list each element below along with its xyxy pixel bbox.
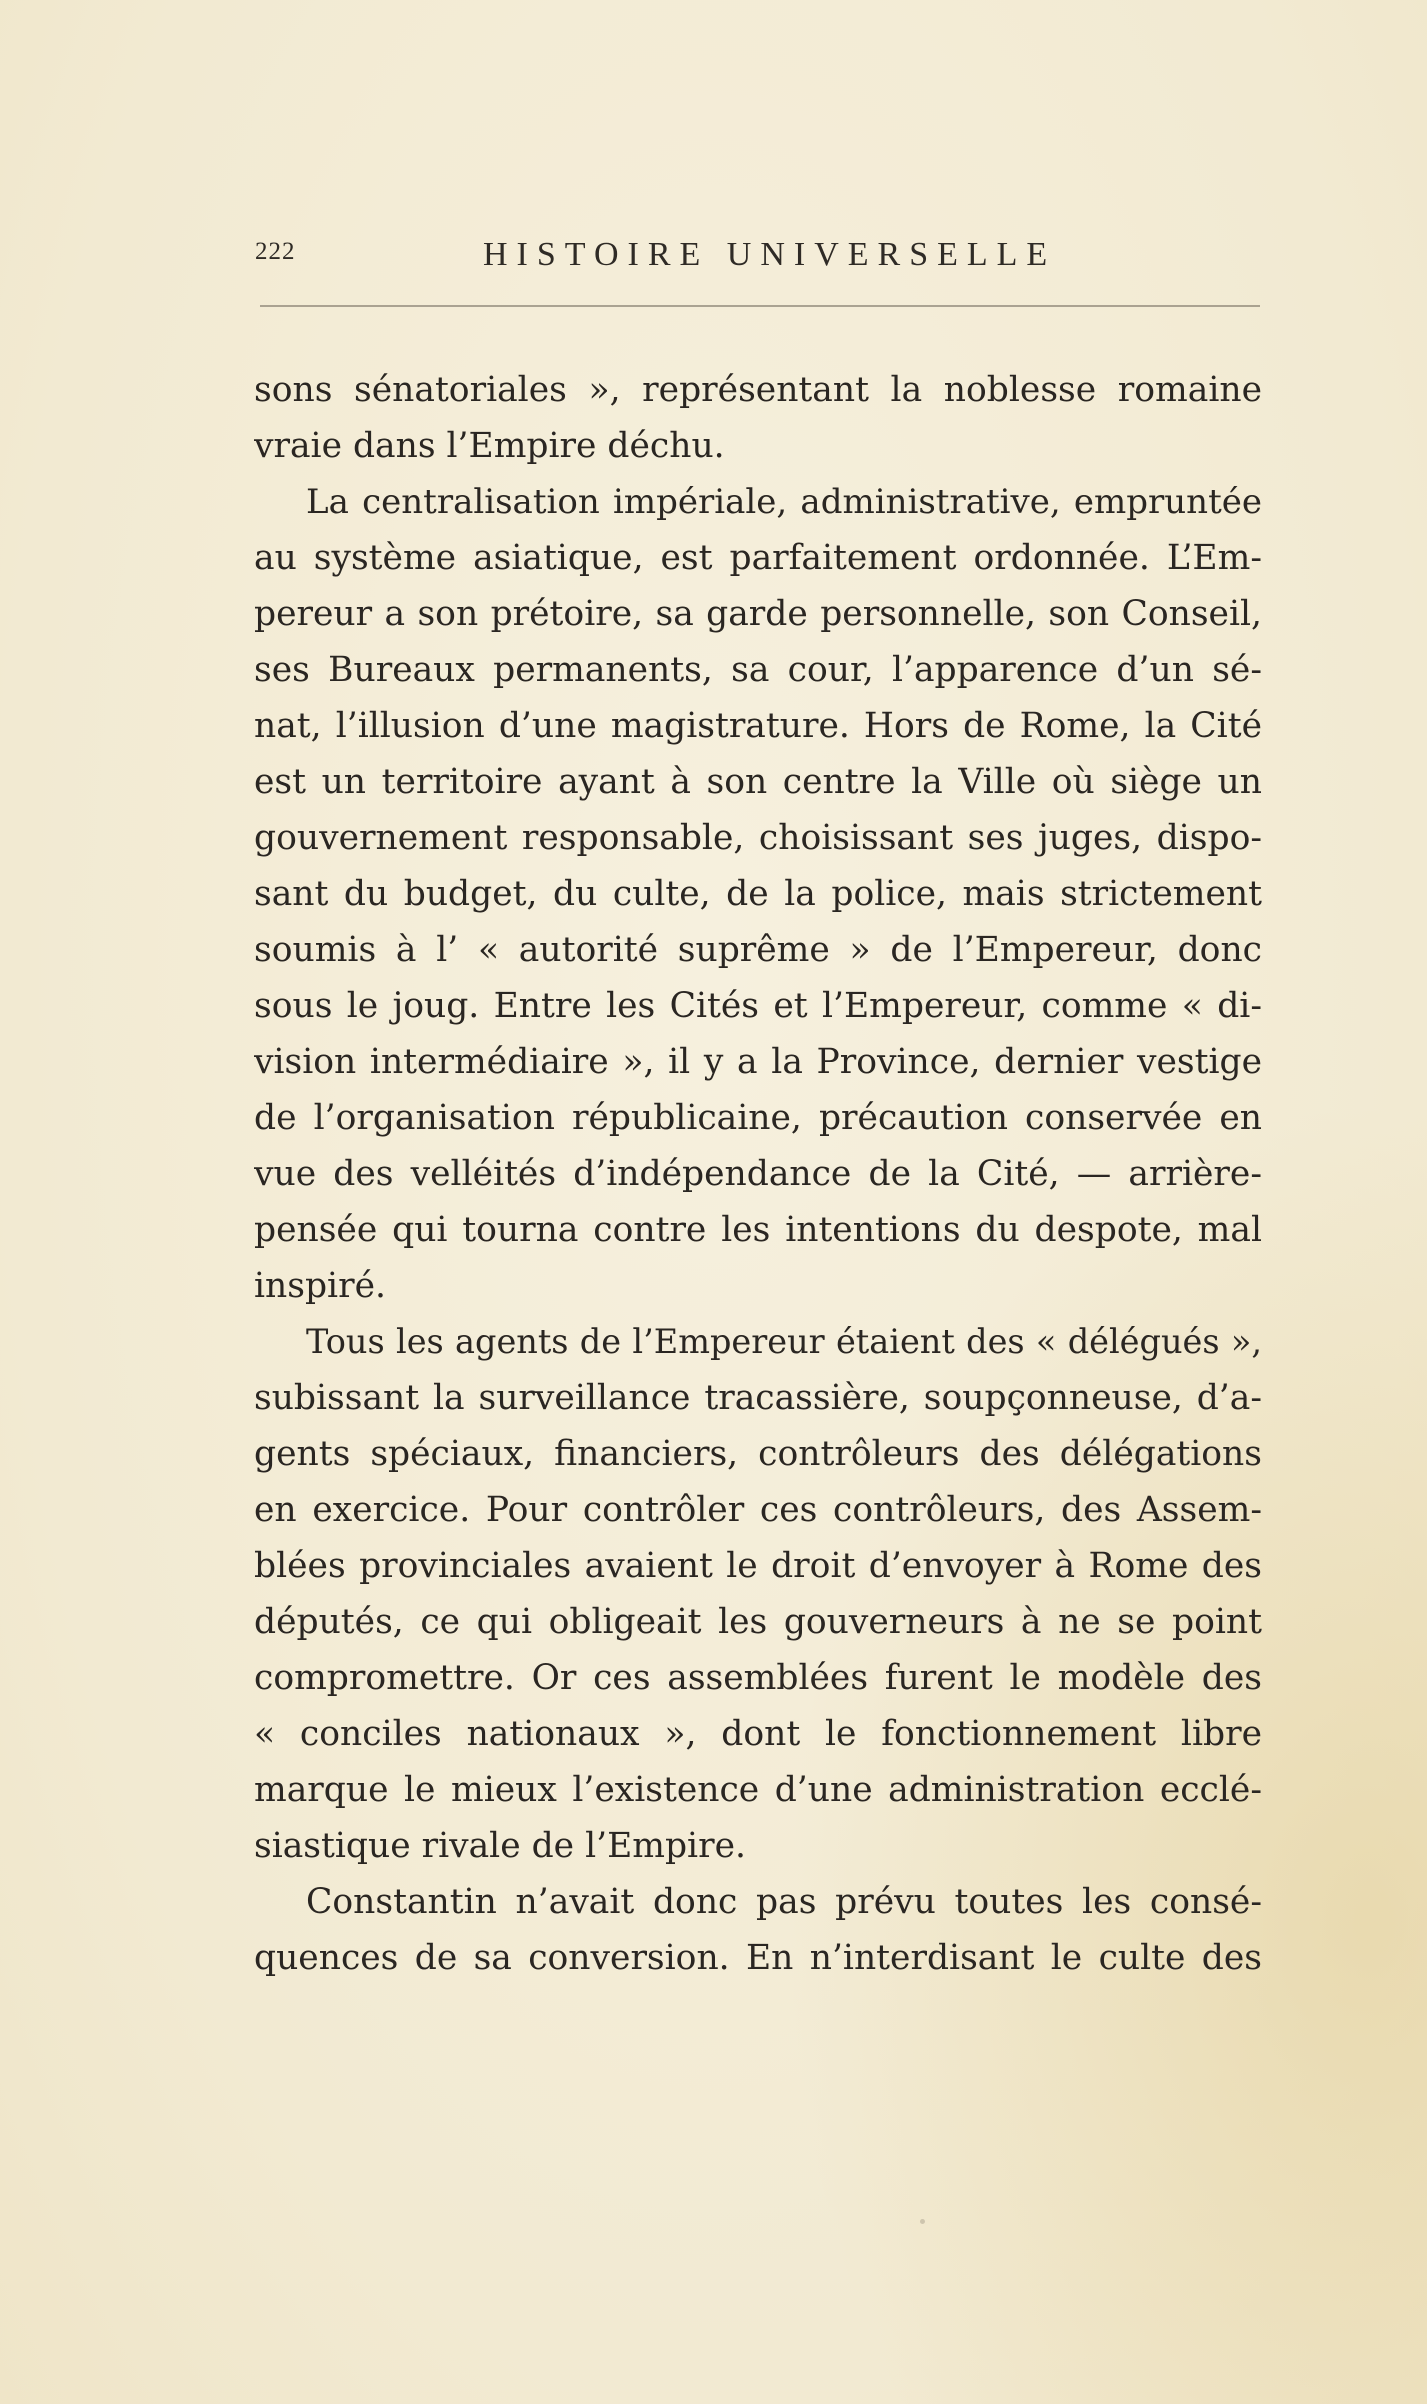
text-line: vraie dans l’Empire déchu. xyxy=(254,426,725,466)
text-line: compromettre. Or ces assemblées furent le modèle des xyxy=(254,1658,1262,1698)
text-line: députés, ce qui obligeait les gouverneurs à ne se point xyxy=(254,1602,1262,1642)
text-line: inspiré. xyxy=(254,1266,386,1306)
text-line: siastique rivale de l’Empire. xyxy=(254,1826,746,1866)
text-line: « conciles nationaux », dont le fonctionnement libre xyxy=(254,1714,1262,1754)
text-line: nat, l’illusion d’une magistrature. Hors de Rome, la Cité xyxy=(254,706,1262,746)
paper-speck xyxy=(920,2219,925,2224)
text-line: est un territoire ayant à son centre la Ville où siège un xyxy=(254,762,1262,802)
running-title: HISTOIRE UNIVERSELLE xyxy=(483,236,1057,273)
text-line: de l’organisation républicaine, précaution conservée en xyxy=(254,1098,1262,1138)
text-line: Constantin n’avait donc pas prévu toutes les consé- xyxy=(306,1882,1262,1922)
text-line: blées provinciales avaient le droit d’envoyer à Rome des xyxy=(254,1546,1262,1586)
header-rule xyxy=(260,305,1260,307)
text-line: quences de sa conversion. En n’interdisant le culte des xyxy=(254,1938,1262,1978)
page-number: 222 xyxy=(255,238,296,265)
text-line: subissant la surveillance tracassière, soupçonneuse, d’a- xyxy=(254,1378,1262,1418)
text-line: en exercice. Pour contrôler ces contrôleurs, des Assem- xyxy=(254,1490,1262,1530)
running-head xyxy=(255,236,1255,280)
text-line: gouvernement responsable, choisissant ses juges, dispo- xyxy=(254,818,1262,858)
text-line: ses Bureaux permanents, sa cour, l’apparence d’un sé- xyxy=(254,650,1262,690)
text-line: vue des velléités d’indépendance de la Cité, — arrière- xyxy=(254,1154,1262,1194)
text-line: pereur a son prétoire, sa garde personnelle, son Conseil, xyxy=(254,594,1262,634)
text-line: gents spéciaux, financiers, contrôleurs des délégations xyxy=(254,1434,1262,1474)
text-line: au système asiatique, est parfaitement ordonnée. L’Em- xyxy=(254,538,1262,578)
text-line: sous le joug. Entre les Cités et l’Empereur, comme « di- xyxy=(254,986,1262,1026)
text-line: sant du budget, du culte, de la police, mais strictement xyxy=(254,874,1262,914)
text-line: soumis à l’ « autorité suprême » de l’Empereur, donc xyxy=(254,930,1262,970)
text-line: La centralisation impériale, administrative, empruntée xyxy=(306,482,1262,522)
body-text xyxy=(254,362,1262,1986)
text-line: pensée qui tourna contre les intentions du despote, mal xyxy=(254,1210,1262,1250)
text-line: marque le mieux l’existence d’une administration ecclé- xyxy=(254,1770,1262,1810)
text-line: sons sénatoriales », représentant la noblesse romaine xyxy=(254,370,1262,410)
text-line: vision intermédiaire », il y a la Province, dernier vestige xyxy=(254,1042,1262,1082)
text-line: Tous les agents de l’Empereur étaient des « délégués », xyxy=(306,1322,1262,1361)
